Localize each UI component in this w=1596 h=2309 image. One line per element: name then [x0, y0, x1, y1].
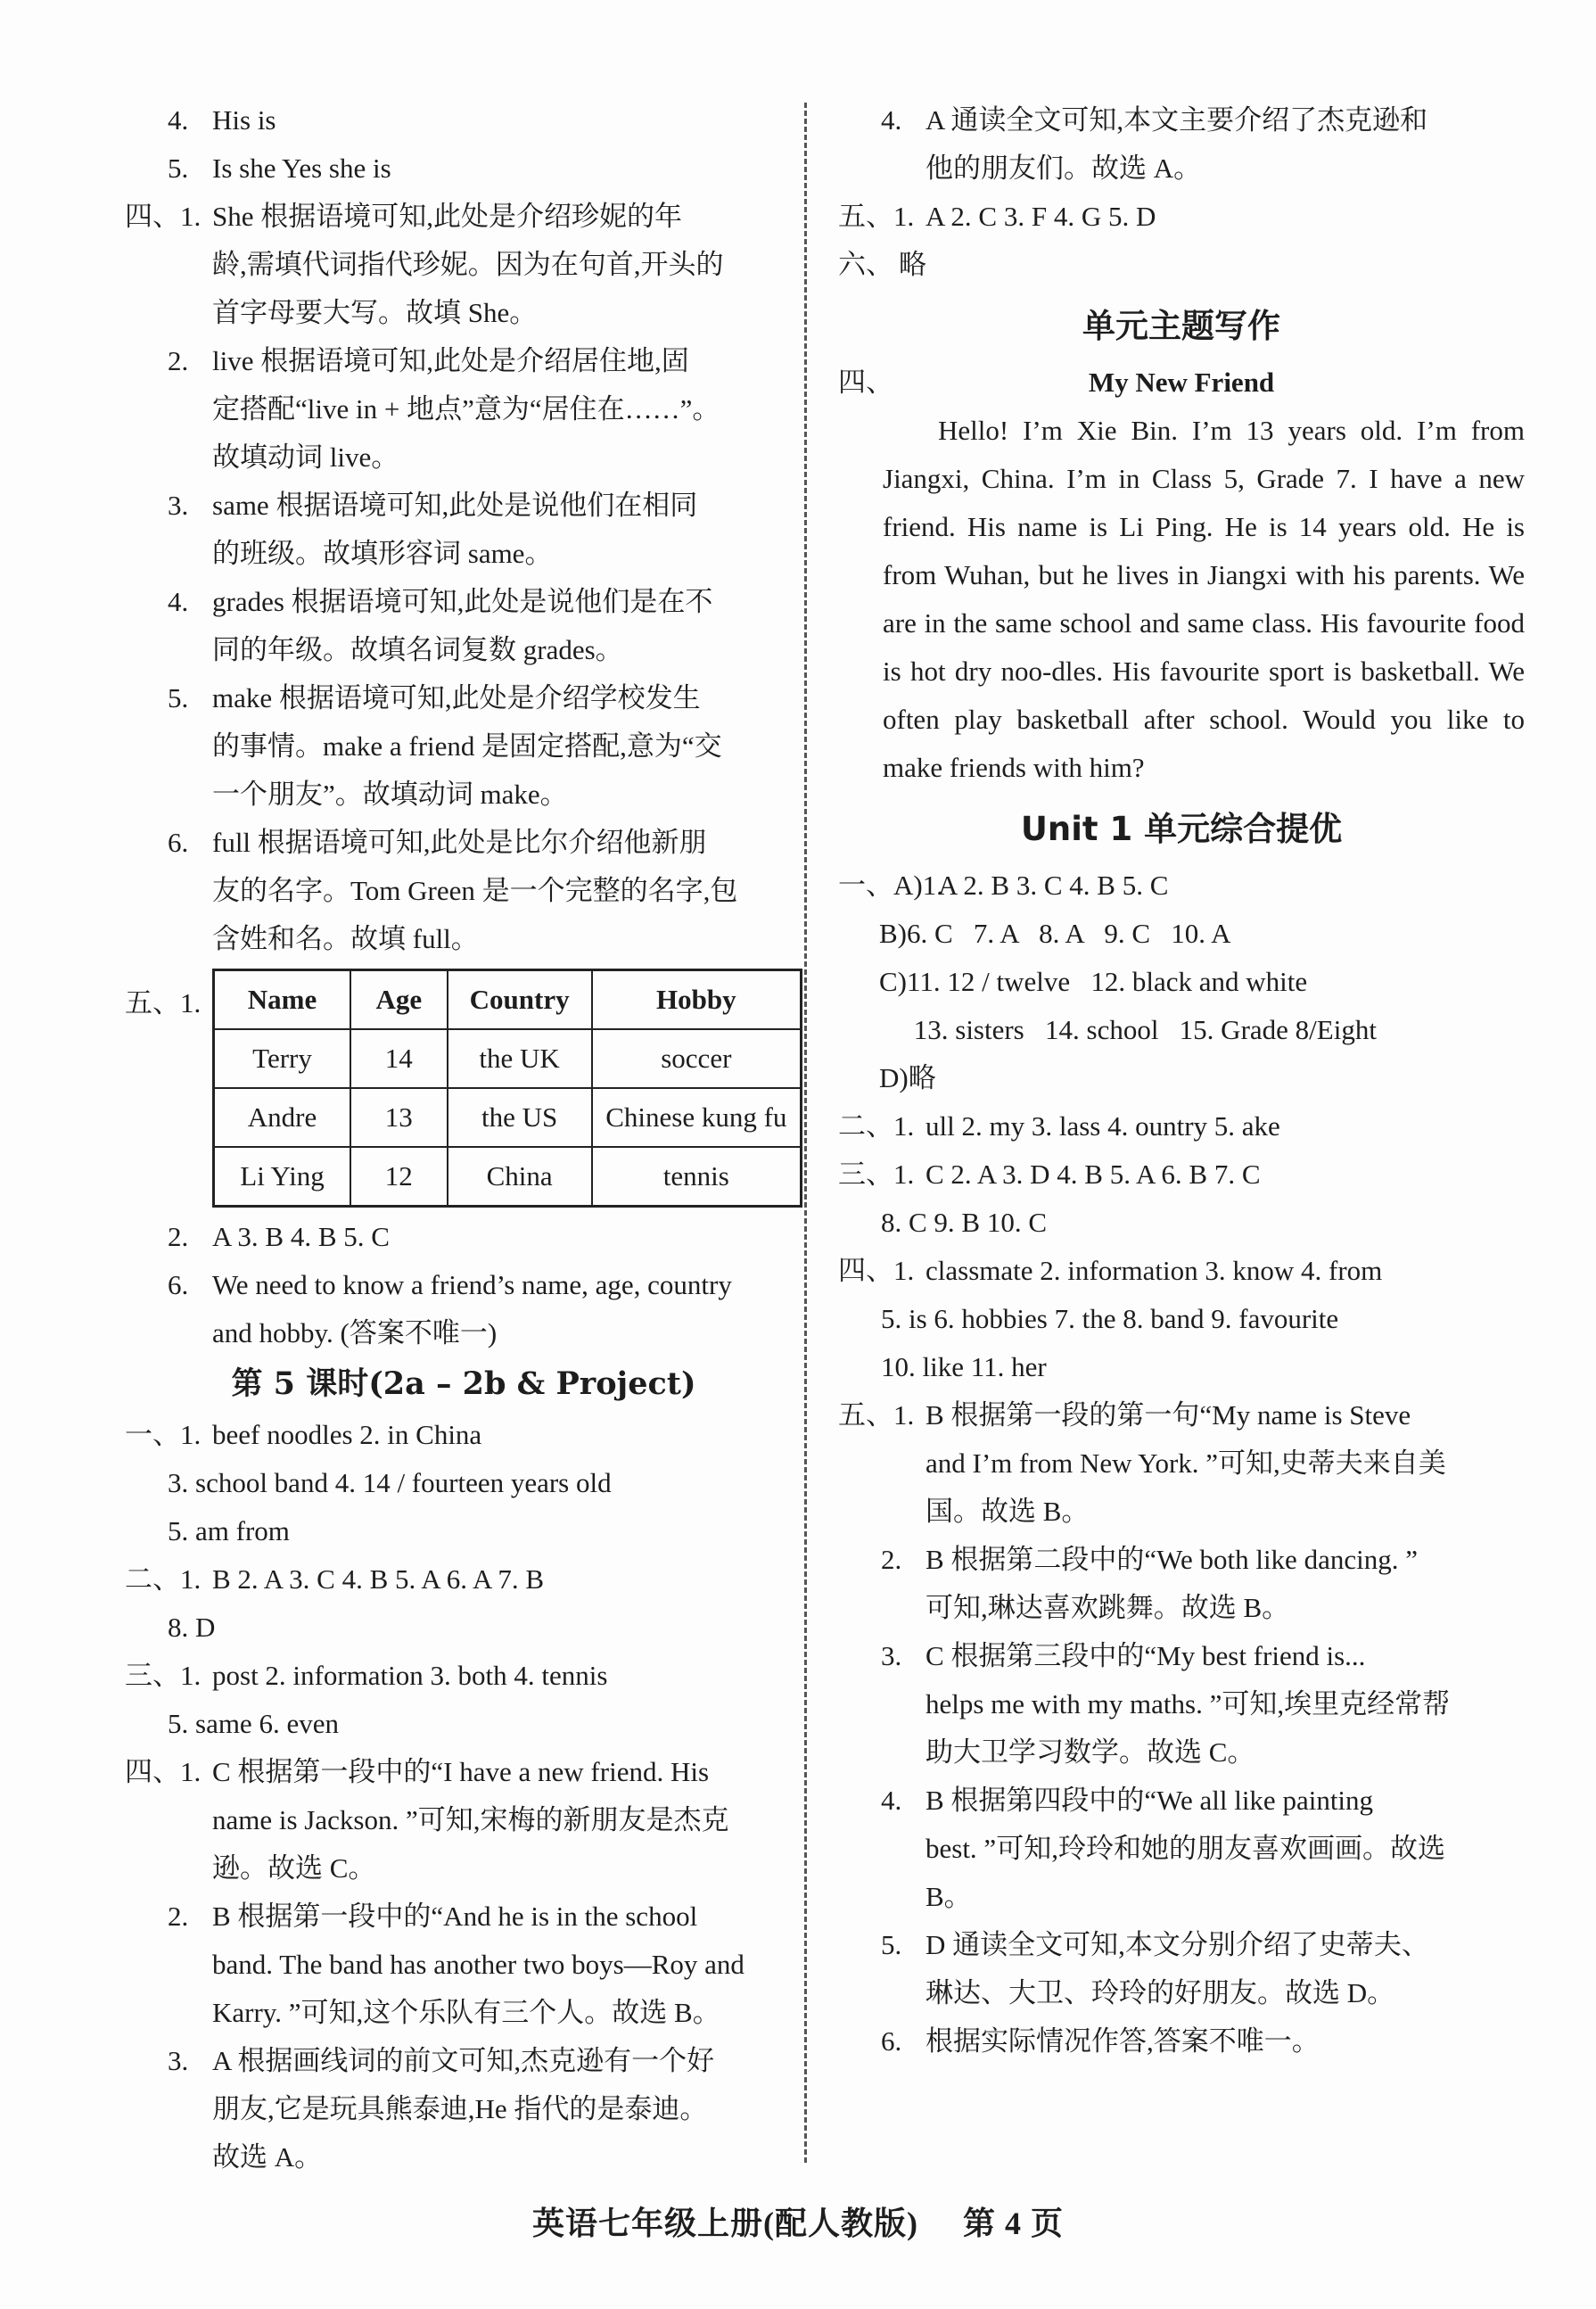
answer-item: 5. make 根据语境可知,此处是介绍学校发生 的事情。make a friend 是固定搭配,意为“交 一个朋友”。故填动词 make。: [168, 682, 722, 810]
answer-item: 二、1. B 2. A 3. C 4. B 5. A 6. A 7. B 8. D: [125, 1563, 545, 1643]
page-footer: [0, 2198, 1596, 2244]
writing-section-title: 单元主题写作: [1082, 307, 1280, 345]
answer-item: 3. A 根据画线词的前文可知,杰克逊有一个好 朋友,它是玩具熊泰迪,He 指代的是泰迪。 故选 A。: [168, 2045, 715, 2173]
answer-item: 一、1. beef noodles 2. in China 3. school band 4. 14 / fourteen years old 5. am from: [125, 1419, 612, 1546]
table-row: Li Ying 12 China tennis: [214, 1147, 802, 1207]
answer-item: 4. A 通读全文可知,本文主要介绍了杰克逊和 他的朋友们。故选 A。: [881, 104, 1428, 184]
answer-item: 一、A)1. A 2. B 3. C 4. B 5. C B)6. C 7. A 8. A 9. C 10. A C)11. 12 / twelve 12. black and white 13. sisters 14. school 15. Grade 8/Eight D)略: [838, 870, 1377, 1093]
table-row: Andre 13 the US Chinese kung fu: [214, 1088, 802, 1147]
answer-item: 6. 根据实际情况作答,答案不唯一。: [881, 2025, 1320, 2057]
column-divider: [804, 103, 807, 2163]
answer-item: 6. full 根据语境可知,此处是比尔介绍他新朋 友的名字。Tom Green 是一个完整的名字,包 含姓和名。故填 full。: [168, 827, 738, 954]
section-4: [125, 193, 802, 963]
answer-item: 四、1. C 根据第一段中的“I have a new friend. His name is Jackson. ”可知,宋梅的新朋友是杰克 逊。故选 C。: [125, 1756, 729, 1884]
answer-item: 4. B 根据第四段中的“We all like painting best. ”可知,玲玲和她的朋友喜欢画画。故选 B。: [881, 1785, 1445, 1912]
table-row: Terry 14 the UK soccer: [214, 1029, 802, 1088]
lesson-title: 第 5 课时(2a – 2b & Project): [231, 1365, 696, 1402]
left-column: [125, 96, 802, 2181]
answer-item: 二、1. ull 2. my 3. lass 4. ountry 5. ake: [838, 1110, 1280, 1142]
right-column: [838, 96, 1525, 2066]
answer-item: 5. D 通读全文可知,本文分别介绍了史蒂夫、 琳达、大卫、玲玲的好朋友。故选 D。: [881, 1929, 1429, 2008]
answer-item: 5. Is she Yes she is: [168, 153, 391, 184]
answer-item: 3. same 根据语境可知,此处是说他们在相同 的班级。故填形容词 same。: [168, 490, 698, 569]
answer-item: 五、1. B 根据第一段的第一句“My name is Steve and I’m from New York. ”可知,史蒂夫来自美 国。故选 B。: [838, 1399, 1446, 1527]
answer-item: 2. A 3. B 4. B 5. C: [168, 1221, 390, 1252]
answer-item: 4. His is: [168, 104, 276, 136]
essay-header: 四、 My New Friend: [838, 359, 1525, 407]
answer-item: 五、1. A 2. C 3. F 4. G 5. D: [838, 201, 1156, 232]
friends-table: [212, 969, 802, 1208]
book-title: 英语七年级上册(配人教版): [532, 2206, 918, 2241]
unit-review-title: Unit 1 单元综合提优: [1020, 810, 1343, 848]
answer-item: 三、1. C 2. A 3. D 4. B 5. A 6. B 7. C 8. C 9. B 10. C: [838, 1159, 1261, 1238]
table-header-row: Name Age Country Hobby: [214, 970, 802, 1030]
answer-item: 2. live 根据语境可知,此处是介绍居住地,固 定搭配“live in + 地点”意为“居住在……”。 故填动词 live。: [168, 345, 720, 473]
essay-title: My New Friend: [1088, 367, 1275, 398]
answer-item: 六、 略: [838, 249, 926, 280]
page-number: 第 4 页: [962, 2206, 1064, 2241]
answer-item: 6. We need to know a friend’s name, age, country and hobby. (答案不唯一): [168, 1269, 732, 1348]
answer-item: 2. B 根据第一段中的“And he is in the school band. The band has another two boys—Roy and Karry. ”可知,这个乐队有三个人。故选 B。: [168, 1901, 745, 2028]
answer-item: 2. B 根据第二段中的“We both like dancing. ” 可知,琳达喜欢跳舞。故选 B。: [881, 1544, 1418, 1623]
essay-body: Hello! I’m Xie Bin. I’m 13 years old. I’m from Jiangxi, China. I’m in Class 5, Grade 7. I have a new friend. His name is Li Ping. He is 14 years old. He is from Wuhan, but he lives in Jiangxi with his parents. We are in the same school and same class. His favourite food is hot dry noo-dles. His favourite sport is basketball. We often play basketball after school. Would you like to make friends with him?: [883, 415, 1525, 783]
answer-item: 四、1. classmate 2. information 3. know 4. from 5. is 6. hobbies 7. the 8. band 9. favourite 10. like 11. her: [838, 1255, 1383, 1382]
answer-item: 4. grades 根据语境可知,此处是说他们是在不 同的年级。故填名词复数 grades。: [168, 586, 713, 665]
answer-item: 四、1. She 根据语境可知,此处是介绍珍妮的年 龄,需填代词指代珍妮。因为在句首,开头的 首字母要大写。故填 She。: [125, 201, 724, 328]
answer-item: 3. C 根据第三段中的“My best friend is... helps me with my maths. ”可知,埃里克经常帮 助大卫学习数学。故选 C。: [881, 1640, 1451, 1768]
section-5: 五、1. Name Age Country Hobby Terry 14 the UK soccer Andre 13 the US Chinese kung fu Li Ying 12 China tennis: [125, 969, 802, 1208]
answer-item: 三、1. post 2. information 3. both 4. tennis 5. same 6. even: [125, 1660, 608, 1739]
